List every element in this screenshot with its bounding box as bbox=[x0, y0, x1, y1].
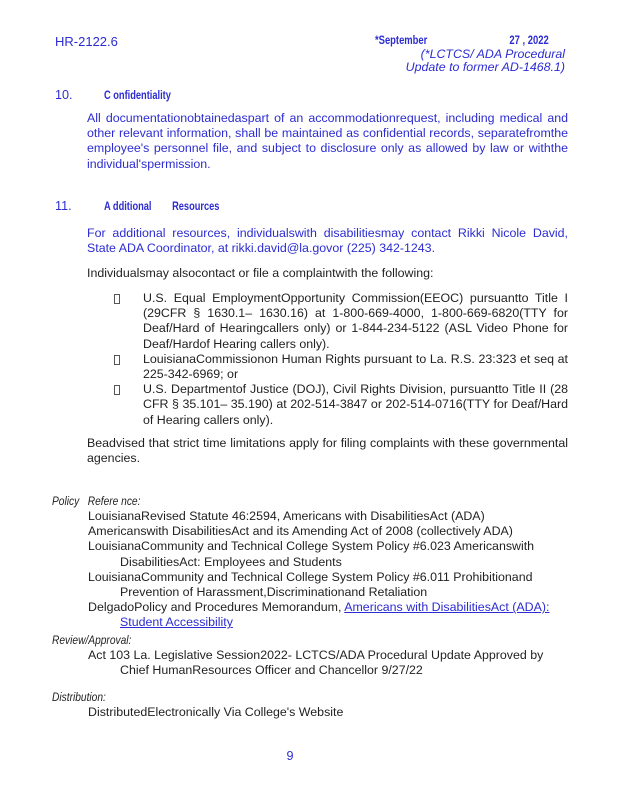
distribution-label: Distribution: bbox=[52, 690, 106, 704]
list-item-text: LouisianaCommissionon Human Rights pursuant to La. R.S. 23:323 et seq at 225-342-6969; or bbox=[143, 351, 568, 382]
policy-reference-item: LouisianaRevised Statute 46:2594, Americans with DisabilitiesAct (ADA) bbox=[88, 509, 485, 523]
doc-number: HR-2122.6 bbox=[55, 34, 118, 49]
ada-student-accessibility-link-line2[interactable]: Student Accessibility bbox=[120, 615, 233, 630]
policy-reference-item bbox=[88, 600, 583, 615]
review-approval-line2: Chief HumanResources Officer and Chancellor 9/27/22 bbox=[120, 663, 423, 677]
advisory-paragraph: Beadvised that strict time limitations apply for filing complaints with these governmental agencies. bbox=[87, 436, 568, 466]
section-11-number: 11. bbox=[55, 199, 72, 213]
complaint-agency-list bbox=[112, 291, 568, 428]
review-approval-label: Review/Approval: bbox=[52, 633, 132, 647]
list-item bbox=[112, 352, 568, 382]
review-approval-line1: Act 103 La. Legislative Session2022- LCTCS/ADA Procedural Update Approved by bbox=[88, 648, 544, 662]
square-bullet-icon bbox=[114, 355, 120, 365]
policy-reference-item: LouisianaCommunity and Technical College System Policy #6.023 Americanswith bbox=[88, 539, 535, 554]
ada-student-accessibility-link[interactable]: Americans with DisabilitiesAct (ADA): bbox=[344, 600, 550, 615]
date-month: *September bbox=[375, 33, 428, 47]
date-row bbox=[375, 34, 565, 48]
policy-reference-item: Americanswith DisabilitiesAct and its Amending Act of 2008 (collectively ADA) bbox=[88, 524, 513, 539]
list-item-text: U.S. Departmentof Justice (DOJ), Civil Rights Division, pursuantto Title II (28 CFR § 35.101– 35.190) at 202-514-3847 or 202-514-0716(TTY for Deaf/Hard of Hearing callers only). bbox=[143, 382, 568, 427]
policy-reference-label: Policy Refere nce: bbox=[52, 494, 141, 508]
policy-reference-item-continuation bbox=[88, 615, 583, 630]
list-item bbox=[112, 291, 568, 352]
section-10-number: 10. bbox=[55, 88, 73, 102]
square-bullet-icon bbox=[114, 385, 120, 395]
policy-reference-item-continuation: DisabilitiesAct: Employees and Students bbox=[120, 554, 342, 569]
list-item bbox=[112, 382, 568, 428]
section-10-body: All documentationobtainedaspart of an accommodationrequest, including medical and other relevant information, shall be maintained as confidential records, separatefromthe employee's personnel file, and subject to disclosure only as allowed by law or withthe individual'spermission. bbox=[87, 111, 568, 171]
header-right-block bbox=[375, 34, 565, 75]
section-10-title: C onfidentiality bbox=[104, 88, 171, 102]
section-11-title: A dditional Resources bbox=[104, 199, 220, 213]
policy-reference-item-continuation: Prevention of Harassment,Discriminationand Retaliation bbox=[120, 585, 428, 600]
section-11-intro: For additional resources, individualswith disabilitiesmay contact Rikki Nicole David, State ADA Coordinator, at rikki.david@la.govor (225) 342-1243. bbox=[87, 226, 568, 256]
policy-reference-list bbox=[88, 509, 583, 631]
date-day-year: 27 , 2022 bbox=[509, 33, 549, 47]
distribution-line1: DistributedElectronically Via College's Website bbox=[88, 705, 344, 719]
memorandum-prefix: DelgadoPolicy and Procedures Memorandum, bbox=[88, 600, 345, 615]
procedural-note-line2: Update to former AD-1468.1) bbox=[405, 60, 565, 75]
procedural-note-line1: (*LCTCS/ ADA Procedural bbox=[420, 46, 565, 61]
policy-reference-item: LouisianaCommunity and Technical College System Policy #6.011 Prohibitionand bbox=[88, 569, 533, 584]
complaint-instruction-line: Individualsmay alsocontact or file a complaintwith the following: bbox=[87, 266, 434, 280]
page-number: 9 bbox=[286, 749, 294, 763]
list-item-text: U.S. Equal EmploymentOpportunity Commission(EEOC) pursuantto Title I (29CFR § 1630.1– 1630.16) at 1-800-669-4000, 1-800-669-6820(TTY for Deaf/Hard of Hearingcallers only) or 1-844-234-5122 (ASL Video Phone for Deaf/Hardof Hearing callers only). bbox=[143, 291, 568, 351]
square-bullet-icon bbox=[114, 294, 120, 304]
